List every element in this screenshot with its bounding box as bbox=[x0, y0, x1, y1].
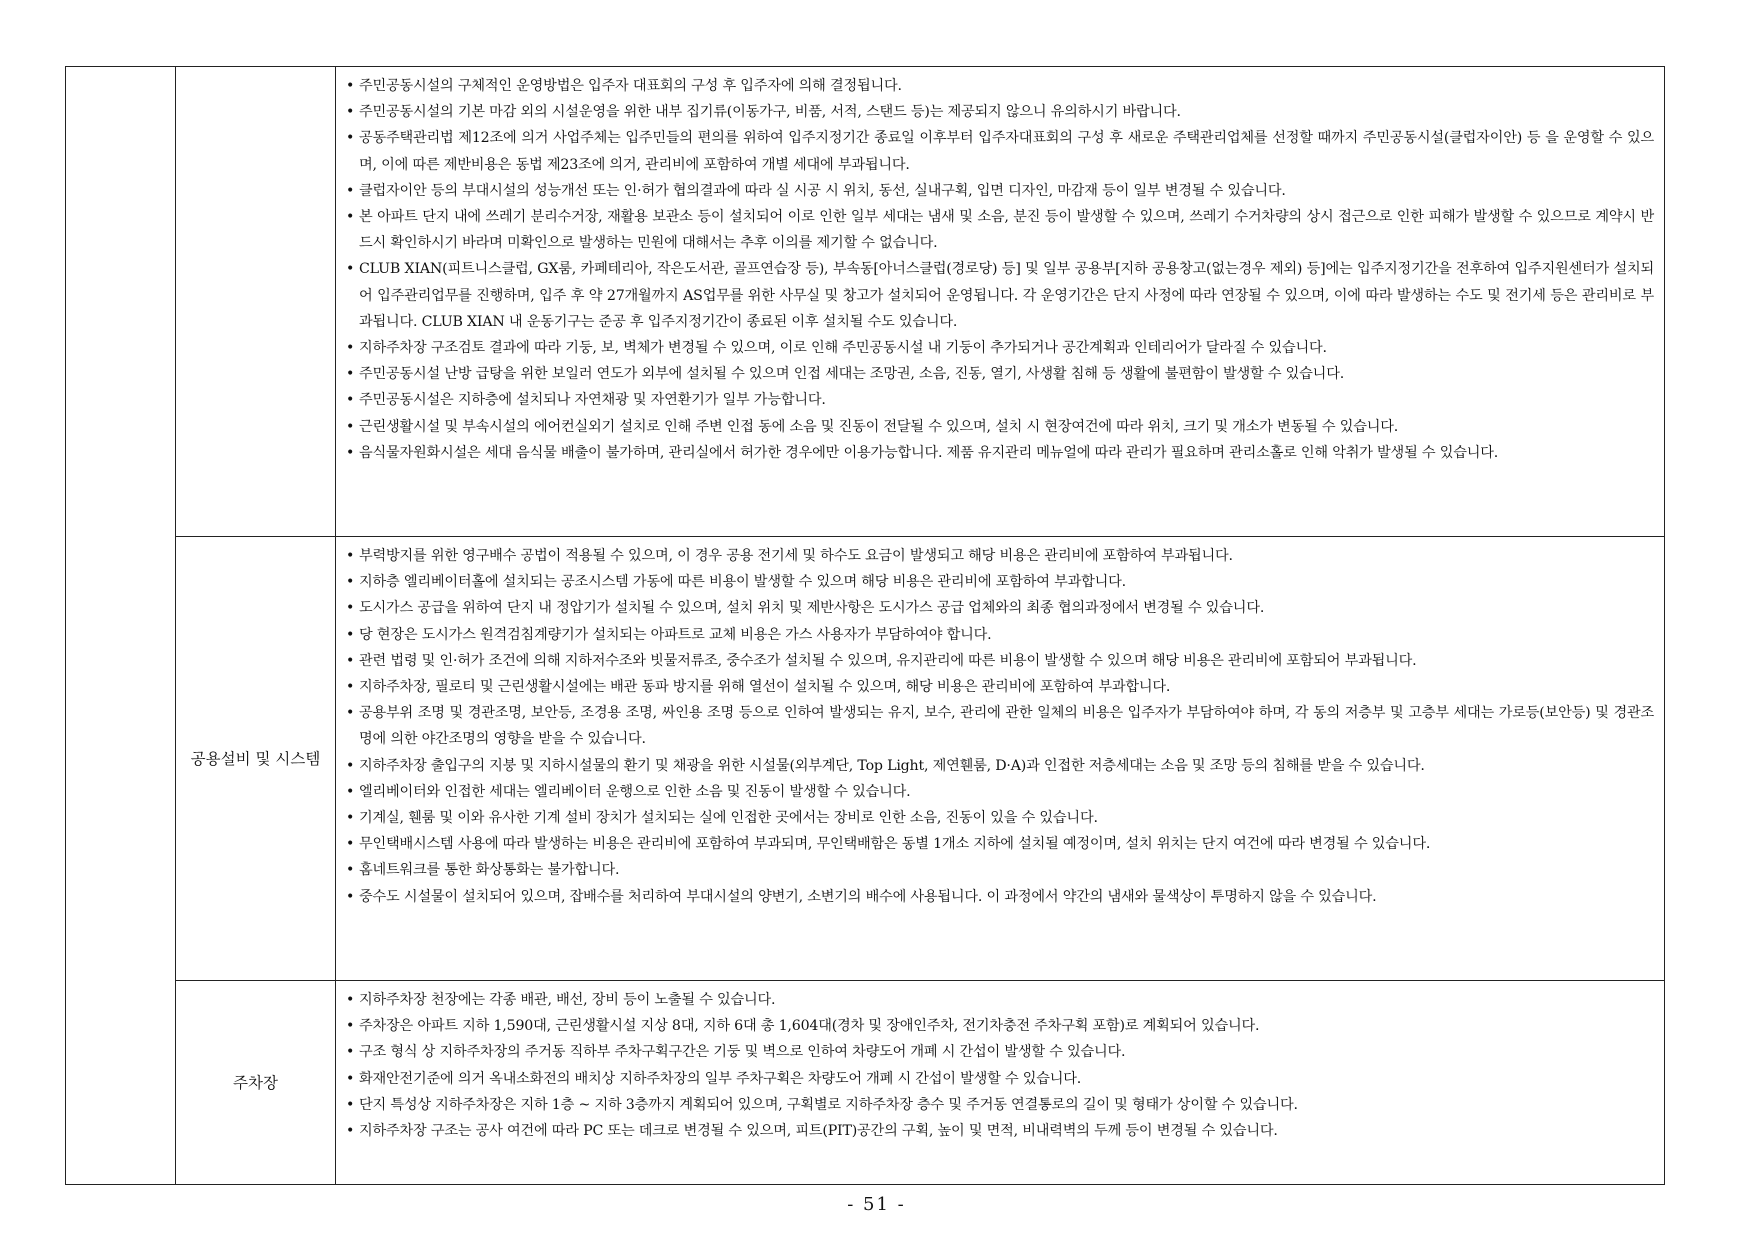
list-item bbox=[346, 648, 1654, 674]
list-item-text: 엘리베이터와 인접한 세대는 엘리베이터 운행으로 인한 소음 및 진동이 발생할 수 있습니다. bbox=[359, 783, 911, 800]
list-item bbox=[346, 1039, 1654, 1065]
list-item-text: 음식물자원화시설은 세대 음식물 배출이 불가하며, 관리실에서 허가한 경우에만 이용가능합니다. 제품 유지관리 메뉴얼에 따라 관리가 필요하며 관리소홀로 인해 악취가 발생될 수 있습니다. bbox=[359, 444, 1499, 461]
bullet-icon: • bbox=[346, 836, 355, 853]
notice-table bbox=[65, 66, 1665, 1185]
table-row bbox=[66, 537, 1665, 981]
bullet-icon: • bbox=[346, 1096, 355, 1113]
list-item-text: 부력방지를 위한 영구배수 공법이 적용될 수 있으며, 이 경우 공용 전기세 및 하수도 요금이 발생되고 해당 비용은 관리비에 포함하여 부과됩니다. bbox=[359, 548, 1233, 564]
list-item bbox=[346, 779, 1654, 805]
category-cell bbox=[176, 67, 336, 537]
bullet-icon: • bbox=[346, 1044, 355, 1061]
bullet-icon: • bbox=[346, 182, 355, 199]
bullet-icon: • bbox=[346, 130, 355, 147]
list-item-text: 지하주차장 천장에는 각종 배관, 배선, 장비 등이 노출될 수 있습니다. bbox=[359, 992, 776, 1008]
list-item-text: 화재안전기준에 의거 옥내소화전의 배치상 지하주차장의 일부 주차구획은 차량도어 개폐 시 간섭이 발생할 수 있습니다. bbox=[359, 1070, 1082, 1087]
list-item-text: 지하주차장, 필로티 및 근린생활시설에는 배관 동파 방지를 위해 열선이 설치될 수 있으며, 해당 비용은 관리비에 포함하여 부과합니다. bbox=[359, 679, 1171, 696]
page-number: - 51 - bbox=[847, 1194, 906, 1215]
list-item-text: 주민공동시설 난방 급탕을 위한 보일러 연도가 외부에 설치될 수 있으며 인접 세대는 조망권, 소음, 진동, 열기, 사생활 침해 등 생활에 불편함이 발생할 수 있습니다. bbox=[359, 366, 1345, 383]
list-item-text: 본 아파트 단지 내에 쓰레기 분리수거장, 재활용 보관소 등이 설치되어 이로 인한 일부 세대는 냄새 및 소음, 분진 등이 발생할 수 있으며, 쓰레기 수거차량의 상시 접근으로 인한 피해가 발생할 수 있으므로 계약시 반드시 확인하시기 바라며 미확인으로 발생하는 민원에 대해서는 추후 이의를 제기할 수 없습니다. bbox=[359, 209, 1654, 252]
list-item bbox=[346, 1013, 1654, 1039]
content-cell bbox=[336, 981, 1665, 1185]
group-cell bbox=[66, 67, 176, 1185]
list-item bbox=[346, 805, 1654, 831]
bullet-icon: • bbox=[346, 783, 355, 800]
bullet-icon: • bbox=[346, 705, 355, 722]
list-item bbox=[346, 569, 1654, 595]
bullet-icon: • bbox=[346, 209, 355, 226]
bullet-icon: • bbox=[346, 862, 355, 879]
list-item bbox=[346, 440, 1654, 466]
list-item-text: 지하층 엘리베이터홀에 설치되는 공조시스템 가동에 따른 비용이 발생할 수 있으며 해당 비용은 관리비에 포함하여 부과합니다. bbox=[359, 574, 1126, 591]
list-item bbox=[346, 595, 1654, 621]
bullet-icon: • bbox=[346, 679, 355, 696]
bullet-list bbox=[346, 543, 1654, 910]
bullet-icon: • bbox=[346, 261, 355, 278]
list-item bbox=[346, 622, 1654, 648]
list-item bbox=[346, 99, 1654, 125]
list-item-text: 지하주차장 구조검토 결과에 따라 기둥, 보, 벽체가 변경될 수 있으며, 이로 인해 주민공동시설 내 기둥이 추가되거나 공간계획과 인테리어가 달라질 수 있습니다. bbox=[359, 340, 1327, 357]
list-item bbox=[346, 753, 1654, 779]
list-item-text: 지하주차장 구조는 공사 여건에 따라 PC 또는 데크로 변경될 수 있으며, 피트(PIT)공간의 구획, 높이 및 면적, 비내력벽의 두께 등이 변경될 수 있습니다. bbox=[359, 1123, 1278, 1140]
bullet-list bbox=[346, 73, 1654, 466]
bullet-icon: • bbox=[346, 1123, 355, 1140]
list-item-text: 당 현장은 도시가스 원격검침계량기가 설치되는 아파트로 교체 비용은 가스 사용자가 부담하여야 합니다. bbox=[359, 626, 992, 643]
bullet-icon: • bbox=[346, 418, 355, 435]
list-item-text: 구조 형식 상 지하주차장의 주거동 직하부 주차구획구간은 기둥 및 벽으로 인하여 차량도어 개폐 시 간섭이 발생할 수 있습니다. bbox=[359, 1044, 1126, 1061]
list-item-text: 지하주차장 출입구의 지붕 및 지하시설물의 환기 및 채광을 위한 시설물(외부계단, Top Light, 제연휀룸, D·A)과 인접한 저층세대는 소음 및 조망 등의 침해를 받을 수 있습니다. bbox=[359, 757, 1425, 774]
list-item-text: 홈네트워크를 통한 화상통화는 불가합니다. bbox=[359, 862, 620, 879]
list-item bbox=[346, 543, 1654, 569]
bullet-icon: • bbox=[346, 78, 355, 94]
list-item-text: 중수도 시설물이 설치되어 있으며, 잡배수를 처리하여 부대시설의 양변기, 소변기의 배수에 사용됩니다. 이 과정에서 약간의 냄새와 물색상이 투명하지 않을 수 있습니다. bbox=[359, 888, 1377, 905]
table-row bbox=[66, 67, 1665, 537]
list-item bbox=[346, 1066, 1654, 1092]
list-item bbox=[346, 987, 1654, 1013]
bullet-icon: • bbox=[346, 340, 355, 357]
bullet-icon: • bbox=[346, 574, 355, 591]
list-item bbox=[346, 831, 1654, 857]
list-item-text: 단지 특성상 지하주차장은 지하 1층 ~ 지하 3층까지 계획되어 있으며, 구획별로 지하주차장 층수 및 주거동 연결통로의 길이 및 형태가 상이할 수 있습니다. bbox=[359, 1096, 1298, 1113]
list-item-text: 근린생활시설 및 부속시설의 에어컨실외기 설치로 인해 주변 인접 동에 소음 및 진동이 전달될 수 있으며, 설치 시 현장여건에 따라 위치, 크기 및 개소가 변동될 수 있습니다. bbox=[359, 418, 1399, 435]
list-item bbox=[346, 125, 1654, 177]
bullet-icon: • bbox=[346, 992, 355, 1008]
list-item bbox=[346, 700, 1654, 752]
bullet-icon: • bbox=[346, 626, 355, 643]
bullet-icon: • bbox=[346, 600, 355, 617]
content-cell bbox=[336, 67, 1665, 537]
list-item-text: 주민공동시설의 기본 마감 외의 시설운영을 위한 내부 집기류(이동가구, 비품, 서적, 스탠드 등)는 제공되지 않으니 유의하시기 바랍니다. bbox=[359, 104, 1181, 121]
list-item-text: 공용부위 조명 및 경관조명, 보안등, 조경용 조명, 싸인용 조명 등으로 인하여 발생되는 유지, 보수, 관리에 관한 일체의 비용은 입주자가 부담하여야 하며, 각 동의 저층부 및 고층부 세대는 가로등(보안등) 및 경관조명에 의한 야간조명의 영향을 받을 수 있습니다. bbox=[359, 705, 1654, 748]
category-cell: 공용설비 및 시스템 bbox=[176, 537, 336, 981]
list-item-text: 주민공동시설은 지하층에 설치되나 자연채광 및 자연환기가 일부 가능합니다. bbox=[359, 392, 826, 409]
list-item-text: 공동주택관리법 제12조에 의거 사업주체는 입주민들의 편의를 위하여 입주지정기간 종료일 이후부터 입주자대표회의 구성 후 새로운 주택관리업체를 선정할 때까지 주민공동시설(클럽자이안) 등 을 운영할 수 있으며, 이에 따른 제반비용은 동법 제23조에 의거, 관리비에 포함하여 개별 세대에 부과됩니다. bbox=[359, 130, 1654, 173]
list-item bbox=[346, 674, 1654, 700]
list-item-text: 주민공동시설의 구체적인 운영방법은 입주자 대표회의 구성 후 입주자에 의해 결정됩니다. bbox=[359, 78, 902, 94]
list-item bbox=[346, 204, 1654, 256]
list-item bbox=[346, 1118, 1654, 1144]
list-item bbox=[346, 335, 1654, 361]
list-item-text: 무인택배시스템 사용에 따라 발생하는 비용은 관리비에 포함하여 부과되며, 무인택배함은 동별 1개소 지하에 설치될 예정이며, 설치 위치는 단지 여건에 따라 변경될 수 있습니다. bbox=[359, 836, 1431, 853]
list-item bbox=[346, 414, 1654, 440]
list-item bbox=[346, 387, 1654, 413]
bullet-icon: • bbox=[346, 104, 355, 121]
bullet-list bbox=[346, 987, 1654, 1144]
list-item-text: 관련 법령 및 인·허가 조건에 의해 지하저수조와 빗물저류조, 중수조가 설치될 수 있으며, 유지관리에 따른 비용이 발생할 수 있으며 해당 비용은 관리비에 포함되어 부과됩니다. bbox=[359, 652, 1417, 669]
list-item bbox=[346, 857, 1654, 883]
bullet-icon: • bbox=[346, 888, 355, 905]
list-item bbox=[346, 1092, 1654, 1118]
bullet-icon: • bbox=[346, 1018, 355, 1035]
list-item bbox=[346, 73, 1654, 99]
bullet-icon: • bbox=[346, 444, 355, 461]
bullet-icon: • bbox=[346, 652, 355, 669]
bullet-icon: • bbox=[346, 1070, 355, 1087]
bullet-icon: • bbox=[346, 392, 355, 409]
bullet-icon: • bbox=[346, 366, 355, 383]
list-item-text: 도시가스 공급을 위하여 단지 내 정압기가 설치될 수 있으며, 설치 위치 및 제반사항은 도시가스 공급 업체와의 최종 협의과정에서 변경될 수 있습니다. bbox=[359, 600, 1265, 617]
bullet-icon: • bbox=[346, 810, 355, 827]
bullet-icon: • bbox=[346, 548, 355, 564]
list-item bbox=[346, 361, 1654, 387]
bullet-icon: • bbox=[346, 757, 355, 774]
list-item bbox=[346, 178, 1654, 204]
content-cell bbox=[336, 537, 1665, 981]
table-row bbox=[66, 981, 1665, 1185]
list-item-text: 주차장은 아파트 지하 1,590대, 근린생활시설 지상 8대, 지하 6대 총 1,604대(경차 및 장애인주차, 전기차충전 주차구획 포함)로 계획되어 있습니다. bbox=[359, 1018, 1260, 1035]
list-item bbox=[346, 884, 1654, 910]
list-item-text: 기계실, 휀룸 및 이와 유사한 기계 설비 장치가 설치되는 실에 인접한 곳에서는 장비로 인한 소음, 진동이 있을 수 있습니다. bbox=[359, 810, 1098, 827]
category-cell: 주차장 bbox=[176, 981, 336, 1185]
list-item-text: 클럽자이안 등의 부대시설의 성능개선 또는 인·허가 협의결과에 따라 실 시공 시 위치, 동선, 실내구획, 입면 디자인, 마감재 등이 일부 변경될 수 있습니다. bbox=[359, 182, 1286, 199]
list-item-text: CLUB XIAN(피트니스클럽, GX룸, 카페테리아, 작은도서관, 골프연습장 등), 부속동[아너스클럽(경로당) 등] 및 일부 공용부[지하 공용창고(없는경우 제외) 등]에는 입주지정기간을 전후하여 입주지원센터가 설치되어 입주관리업무를 진행하며, 입주 후 약 27개월까지 AS업무를 위한 사무실 및 창고가 설치되어 운영됩니다. 각 운영기간은 단지 사정에 따라 연장될 수 있으며, 이에 따라 발생하는 수도 및 전기세 등은 관리비로 부과됩니다. CLUB XIAN 내 운동기구는 준공 후 입주지정기간이 종료된 이후 설치될 수도 있습니다. bbox=[359, 261, 1654, 330]
list-item bbox=[346, 256, 1654, 335]
